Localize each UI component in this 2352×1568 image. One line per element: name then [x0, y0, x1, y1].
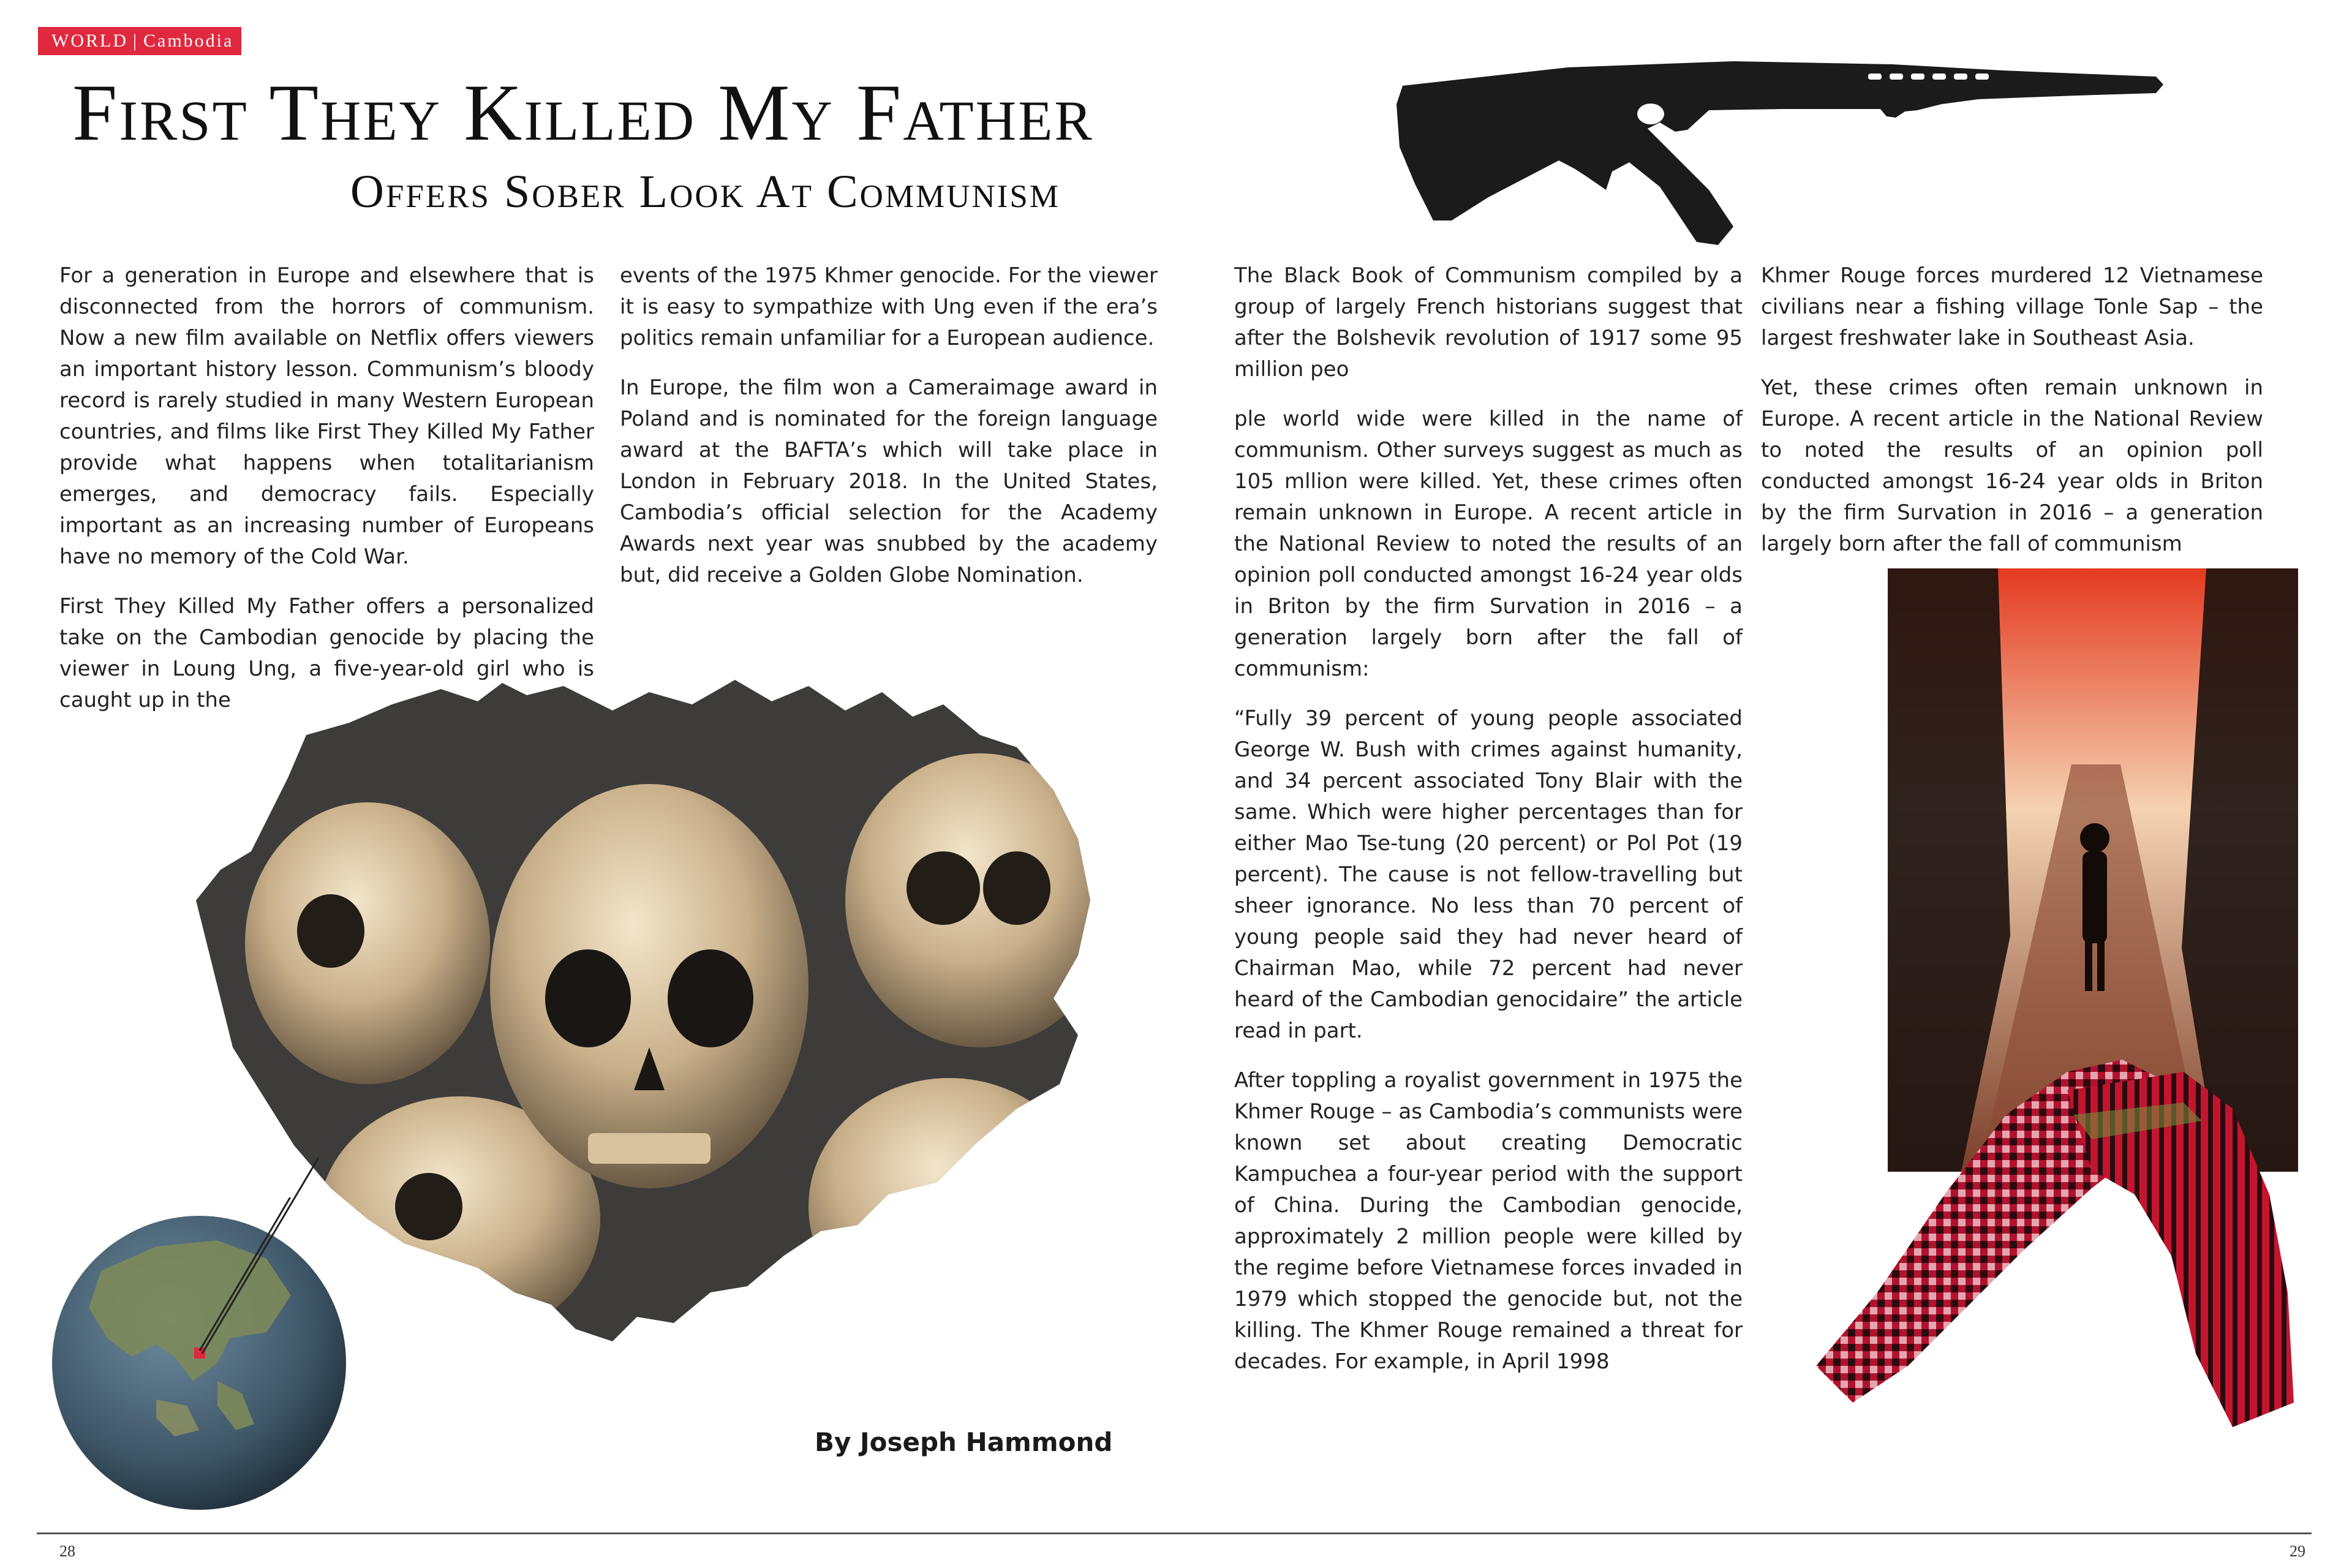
col3-paragraph-3: “Fully 39 percent of young people associated George W. Bush with crimes against humanity, and 34 percent associated Tony Blair with the same. Which were higher percentages than for either Mao Tse-tung (20 percent) or Pol Pot (19 percent). The cause is not fellow-travelling but sheer ignorance. No less than 70 percent of young people said they had never heard of Chairman Mao, while 72 percent had never heard of the Cambodian genocidaire” the article read in part. [1234, 706, 1743, 1043]
section-tag [38, 27, 241, 55]
rifle-silhouette-image [1390, 43, 2168, 263]
article-title: First They Killed My Father [72, 67, 1094, 157]
section-separator: | [132, 31, 138, 51]
col3-paragraph-1: The Black Book of Communism compiled by a group of largely French historians suggest that after the Bolshevik revolution of 1917 some 95 million peo [1234, 263, 1743, 382]
article-column-2 [620, 260, 1158, 591]
article-subtitle: Offers Sober Look At Communism [350, 166, 1060, 217]
article-column-4 [1761, 260, 2263, 560]
krama-scarf-image [1804, 1035, 2312, 1439]
section-label: WORLD [51, 31, 128, 51]
col3-paragraph-2: ple world wide were killed in the name of communism. Other surveys suggest as much as 105 mllion were killed. Yet, these crimes often remain unknown in Europe. A recent article in the National Review to noted the results of an opinion poll conducted amongst 16-24 year olds in Briton by the firm Survation in 2016 – a generation largely born after the fall of communism: [1234, 407, 1743, 681]
page-number-left: 28 [59, 1542, 75, 1560]
col4-paragraph-1: Khmer Rouge forces murdered 12 Vietnamese civilians near a fishing village Tonle Sap – the largest freshwater lake in Southeast Asia. [1761, 263, 2263, 350]
byline: By Joseph Hammond [815, 1427, 1113, 1457]
col3-paragraph-4: After toppling a royalist government in 1975 the Khmer Rouge – as Cambodia’s communists were known set about creating Democratic Kampuchea a four-year period with the support of China. During the Cambodian genocide, approximately 2 million people were killed by the regime before Vietnamese forces invaded in 1979 which stopped the genocide but, not the killing. The Khmer Rouge remained a threat for decades. For example, in April 1998 [1234, 1068, 1743, 1374]
col4-paragraph-2: Yet, these crimes often remain unknown in Europe. A recent article in the National Review to noted the results of an opinion poll conducted amongst 16-24 year olds in Briton by the firm Survation in 2016 – a generation largely born after the fall of communism [1761, 375, 2263, 556]
topic-label: Cambodia [143, 31, 234, 51]
page-number-right: 29 [2290, 1542, 2305, 1560]
footer-rule [37, 1532, 2312, 1534]
col2-paragraph-1: events of the 1975 Khmer genocide. For the viewer it is easy to sympathize with Ung even if the era’s politics remain unfamiliar for a European audience. [620, 263, 1158, 350]
article-column-1 [59, 260, 594, 716]
globe-pointer-line [196, 1041, 417, 1360]
article-column-3 [1234, 260, 1743, 1378]
col2-paragraph-2: In Europe, the film won a Cameraimage award in Poland and is nominated for the foreign language award at the BAFTA’s which will take place in London in February 2018. In the United States, Cambodia’s official selection for the Academy Awards next year was snubbed by the academy but, did receive a Golden Globe Nomination. [620, 375, 1158, 587]
col1-paragraph-1: For a generation in Europe and elsewhere that is disconnected from the horrors of communism. Now a new film available on Netflix offers viewers an important history lesson. Communism’s bloody record is rarely studied in many Western European countries, and films like First They Killed My Father provide what happens when totalitarianism emerges, and democracy fails. Especially important as an increasing number of Europeans have no memory of the Cold War. [59, 263, 594, 569]
col1-paragraph-2: First They Killed My Father offers a personalized take on the Cambodian genocide by placing the viewer in Loung Ung, a five-year-old girl who is caught up in the [59, 594, 594, 712]
